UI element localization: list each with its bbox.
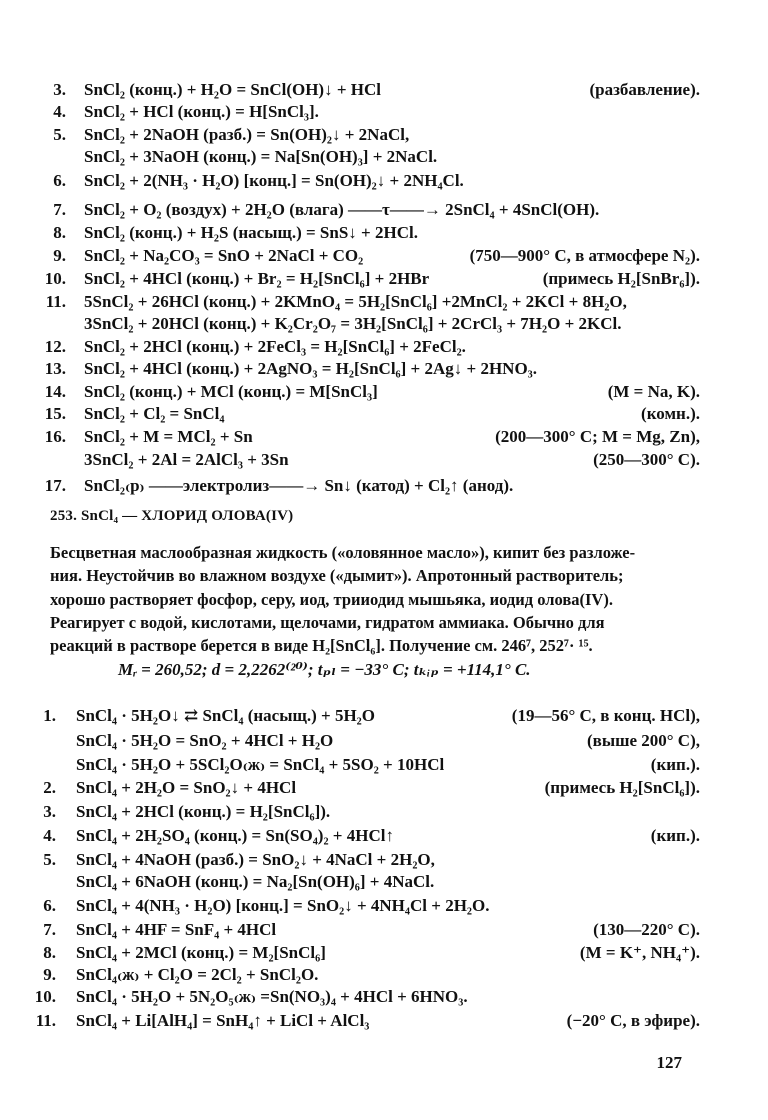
reaction-line [0, 198, 768, 222]
reaction-equation: SnCl₄ + 2H₂O = SnO₂↓ + 4HCl [76, 778, 297, 797]
reaction-equation: SnCl₂ + O₂ (воздух) + 2H₂O (влага) ——τ——→ 2SnCl₄ + 4SnCl(OH). [84, 200, 600, 219]
reaction-number: 3. [53, 80, 66, 99]
reaction-equation: 3SnCl₂ + 20HCl (конц.) + K₂Cr₂O₇ = 3H₂[SnCl₆] + 2CrCl₃ + 7H₂O + 2KCl. [84, 314, 622, 333]
reaction-equation: SnCl₂ + Cl₂ = SnCl₄ [84, 404, 225, 423]
paragraph-line: Реагирует с водой, кислотами, щелочами, гидратом аммиака. Обычно для [50, 613, 605, 632]
reaction-line [0, 357, 768, 381]
reaction-number: 5. [43, 850, 56, 869]
reaction-equation: SnCl₂ (конц.) + H₂S (насыщ.) = SnS↓ + 2HCl. [84, 223, 418, 242]
reaction-equation: SnCl₂ + 2NaOH (разб.) = Sn(OH)₂↓ + 2NaCl, [84, 125, 410, 144]
reaction-number: 2. [43, 778, 56, 797]
reaction-number: 7. [53, 200, 66, 219]
reaction-number: 13. [44, 359, 66, 378]
reaction-condition: (кип.). [650, 755, 700, 774]
reaction-number: 3. [43, 802, 56, 821]
reaction-equation: SnCl₂ + 3NaOH (конц.) = Na[Sn(OH)₃] + 2NaCl. [84, 147, 438, 166]
reaction-number: 6. [53, 171, 66, 190]
reaction-condition: (примесь H₂[SnBr₆]). [542, 269, 700, 288]
reaction-line [0, 894, 768, 918]
reaction-line [0, 78, 768, 102]
reaction-equation: SnCl₄ · 5H₂O↓ ⇄ SnCl₄ (насыщ.) + 5H₂O [76, 706, 375, 725]
reaction-line [0, 753, 768, 777]
reaction-equation: SnCl₄ + 2H₂SO₄ (конц.) = Sn(SO₄)₂ + 4HCl↑ [76, 826, 394, 845]
reaction-equation: SnCl₄ + 6NaOH (конц.) = Na₂[Sn(OH)₆] + 4NaCl. [76, 872, 435, 891]
reaction-number: 7. [43, 920, 56, 939]
reaction-condition: (200—300° C; M = Mg, Zn), [495, 427, 700, 446]
reaction-number: 10. [34, 987, 56, 1006]
reaction-number: 4. [53, 102, 66, 121]
reaction-equation: SnCl₄ + 2HCl (конц.) = H₂[SnCl₆]). [76, 802, 331, 821]
reaction-line [0, 100, 768, 124]
reaction-condition: (19—56° C, в конц. HCl), [511, 706, 700, 725]
reaction-equation: SnCl₄₍ж₎ + Cl₂O = 2Cl₂ + SnCl₂O. [76, 965, 319, 984]
reaction-line [0, 221, 768, 245]
reaction-condition: (M = Na, K). [607, 382, 700, 401]
reaction-line [0, 474, 768, 498]
reaction-line [0, 963, 768, 987]
reaction-number: 11. [45, 292, 66, 311]
reaction-number: 10. [44, 269, 66, 288]
reaction-line [0, 985, 768, 1009]
reaction-line [0, 918, 768, 942]
reaction-equation: SnCl₂ + 2(NH₃ · H₂O) [конц.] = Sn(OH)₂↓ + 2NH₄Cl. [84, 171, 464, 190]
reaction-line [0, 824, 768, 848]
reaction-line [0, 941, 768, 965]
reaction-number: 11. [35, 1011, 56, 1030]
reaction-number: 9. [53, 246, 66, 265]
reaction-number: 9. [43, 965, 56, 984]
reaction-equation: SnCl₂ + 2HCl (конц.) + 2FeCl₃ = H₂[SnCl₆] + 2FeCl₂. [84, 337, 466, 356]
reaction-equation: SnCl₂ (конц.) + H₂O = SnCl(OH)↓ + HCl [84, 80, 381, 99]
reaction-condition: (разбавление). [589, 80, 700, 99]
reaction-line [0, 244, 768, 268]
reaction-number: 1. [43, 706, 56, 725]
reaction-line [0, 145, 768, 169]
reaction-line [0, 335, 768, 359]
reaction-equation: 5SnCl₂ + 26HCl (конц.) + 2KMnO₄ = 5H₂[SnCl₆] +2MnCl₂ + 2KCl + 8H₂O, [84, 292, 627, 311]
reaction-line [0, 448, 768, 472]
reaction-condition: (130—220° C). [593, 920, 700, 939]
reaction-line [0, 267, 768, 291]
reaction-line [0, 123, 768, 147]
reaction-equation: SnCl₄ · 5H₂O = SnO₂ + 4HCl + H₂O [76, 731, 334, 750]
paragraph-line: реакций в растворе берется в виде H₂[SnCl₆]. Получение см. 246⁷, 252⁷· ¹⁵. [50, 636, 593, 655]
paragraph-line: ния. Неустойчив во влажном воздухе («дымит»). Апротонный растворитель; [50, 566, 624, 585]
reaction-equation: SnCl₂ + Na₂CO₃ = SnO + 2NaCl + CO₂ [84, 246, 364, 265]
reaction-number: 14. [44, 382, 66, 401]
reaction-condition: (750—900° C, в атмосфере N₂). [469, 246, 700, 265]
reaction-line [0, 312, 768, 336]
reaction-condition: (−20° C, в эфире). [566, 1011, 700, 1030]
reaction-condition: (примесь H₂[SnCl₆]). [544, 778, 700, 797]
reaction-line [0, 776, 768, 800]
reaction-equation: SnCl₄ + 4HF = SnF₄ + 4HCl [76, 920, 277, 939]
reaction-line [0, 290, 768, 314]
reaction-condition: (кип.). [650, 826, 700, 845]
reaction-line [0, 425, 768, 449]
reaction-line [0, 704, 768, 728]
reaction-equation: SnCl₂ + 4HCl (конц.) + 2AgNO₃ = H₂[SnCl₆] + 2Ag↓ + 2HNO₃. [84, 359, 538, 378]
reaction-equation: SnCl₄ + 4(NH₃ · H₂O) [конц.] = SnO₂↓ + 4NH₄Cl + 2H₂O. [76, 896, 490, 915]
reaction-number: 6. [43, 896, 56, 915]
reaction-equation: SnCl₄ + 4NaOH (разб.) = SnO₂↓ + 4NaCl + 2H₂O, [76, 850, 435, 869]
reaction-line [0, 729, 768, 753]
paragraph-line: хорошо растворяет фосфор, серу, иод, трииодид мышьяка, иодид олова(IV). [50, 590, 613, 609]
paragraph-line: Бесцветная маслообразная жидкость («оловянное масло»), кипит без разложе- [50, 543, 636, 562]
physical-constants: Mᵣ = 260,52; d = 2,2262⁽²⁰⁾; tₚₗ = −33° C; tₖᵢₚ = +114,1° C. [118, 660, 531, 679]
reaction-line [0, 402, 768, 426]
reaction-number: 16. [44, 427, 66, 446]
reaction-number: 17. [44, 476, 66, 495]
reaction-equation: SnCl₂ (конц.) + MCl (конц.) = M[SnCl₃] [84, 382, 378, 401]
reaction-equation: SnCl₄ · 5H₂O + 5N₂O₅₍ж₎ =Sn(NO₃)₄ + 4HCl + 6HNO₃. [76, 987, 468, 1006]
reaction-number: 8. [43, 943, 56, 962]
reaction-equation: 3SnCl₂ + 2Al = 2AlCl₃ + 3Sn [84, 450, 289, 469]
reaction-equation: SnCl₄ + Li[AlH₄] = SnH₄↑ + LiCl + AlCl₃ [76, 1011, 370, 1030]
reaction-line [0, 870, 768, 894]
reaction-line [0, 800, 768, 824]
page-number: 127 [656, 1053, 682, 1072]
reaction-equation: SnCl₂ + 4HCl (конц.) + Br₂ = H₂[SnCl₆] + 2HBr [84, 269, 430, 288]
reaction-line [0, 380, 768, 404]
reaction-equation: SnCl₂ + M = MCl₂ + Sn [84, 427, 253, 446]
section-heading: 253. SnCl₄ — ХЛОРИД ОЛОВА(IV) [50, 508, 294, 524]
reaction-condition: (250—300° C). [593, 450, 700, 469]
reaction-line [0, 1009, 768, 1033]
reaction-line [0, 848, 768, 872]
reaction-number: 4. [43, 826, 56, 845]
reaction-line [0, 169, 768, 193]
reaction-number: 12. [44, 337, 66, 356]
reaction-equation: SnCl₄ · 5H₂O + 5SCl₂O₍ж₎ = SnCl₄ + 5SO₂ + 10HCl [76, 755, 445, 774]
reaction-condition: (M = K⁺, NH₄⁺). [579, 943, 700, 962]
reaction-condition: (выше 200° C), [587, 731, 700, 750]
reaction-number: 5. [53, 125, 66, 144]
reaction-condition: (комн.). [641, 404, 700, 423]
reaction-number: 8. [53, 223, 66, 242]
reaction-equation: SnCl₂ + HCl (конц.) = H[SnCl₃]. [84, 102, 319, 121]
reaction-equation: SnCl₄ + 2MCl (конц.) = M₂[SnCl₆] [76, 943, 326, 962]
reaction-number: 15. [44, 404, 66, 423]
reaction-equation: SnCl₂₍р₎ ——электролиз——→ Sn↓ (катод) + Cl₂↑ (анод). [84, 476, 514, 495]
